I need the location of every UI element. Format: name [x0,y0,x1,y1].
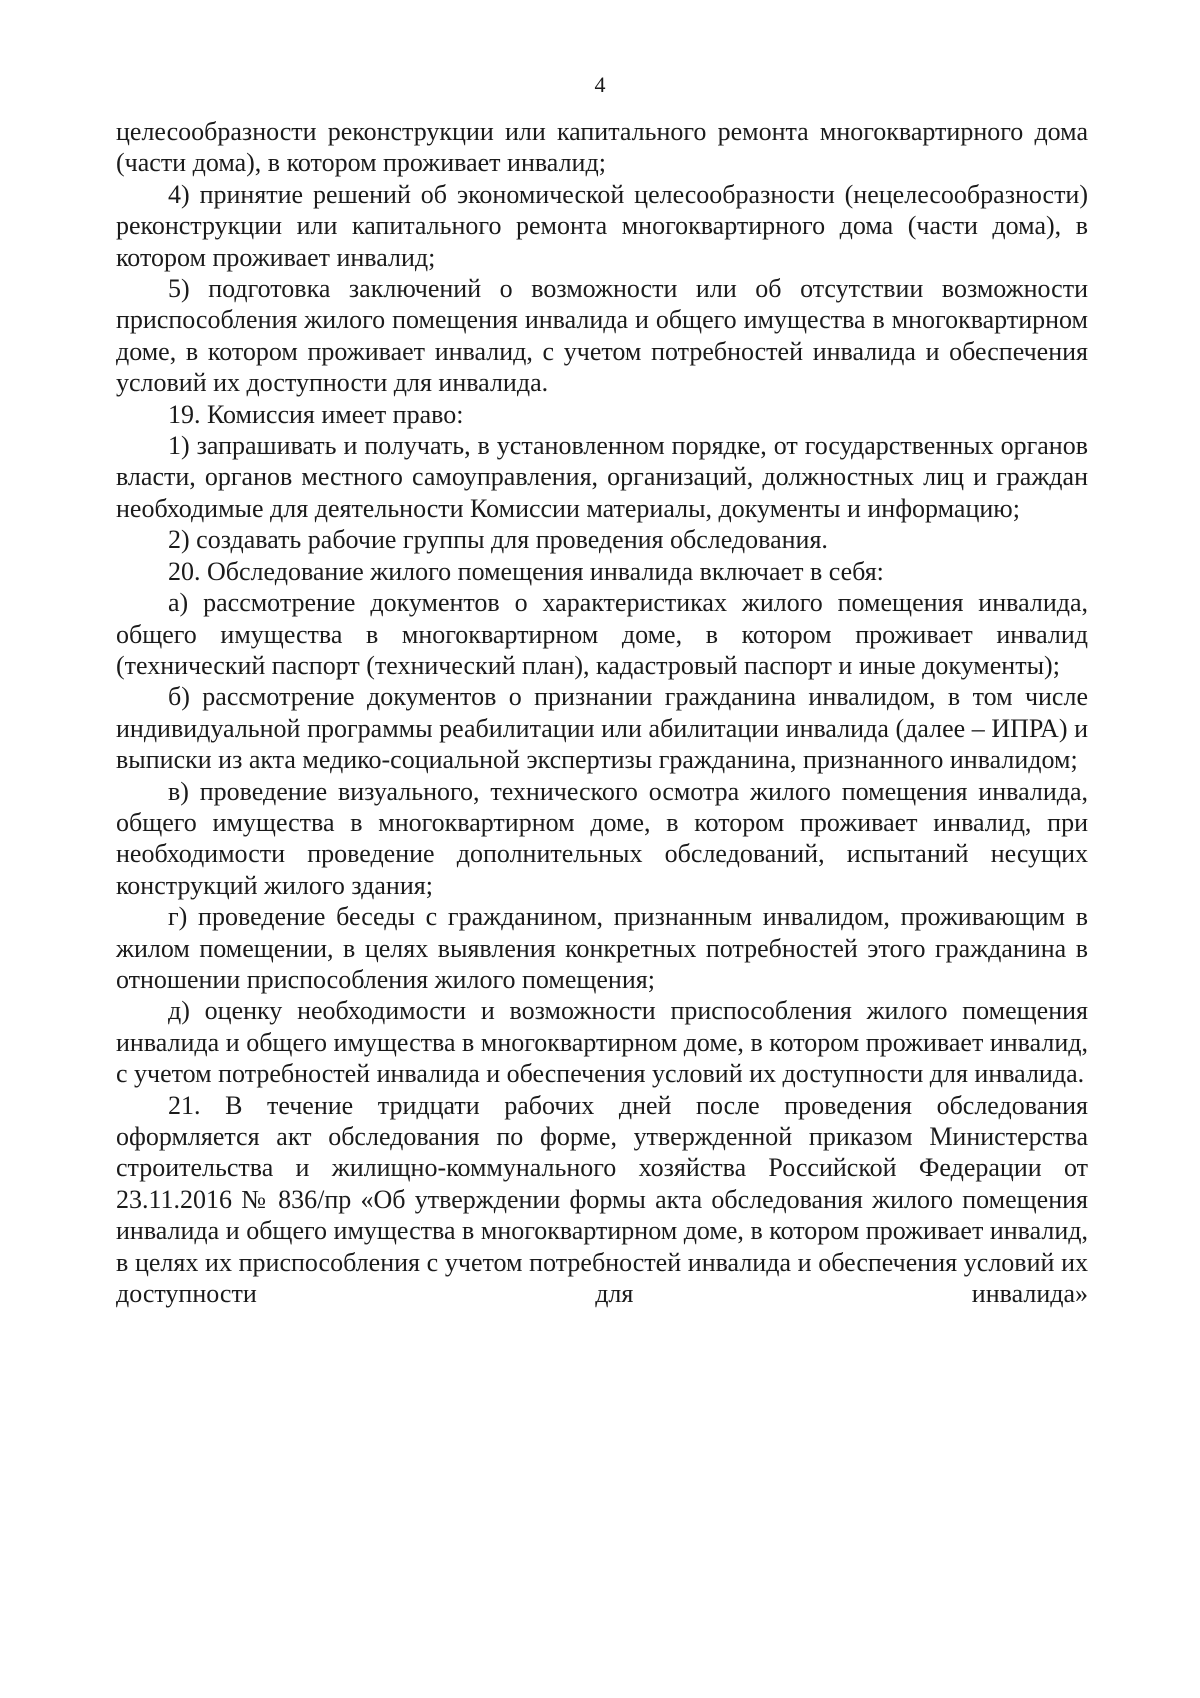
paragraph-section-21: 21. В течение тридцати рабочих дней после проведения обследования оформляется акт обследования по форме, утвержденной приказом Министерства строительства и жилищно-коммунального хозяйства Российской Федерации от 23.11.2016 № 836/пр «Об утверждении формы акта обследования жилого помещения инвалида и общего имущества в многоквартирном доме, в котором проживает инвалид, в целях их приспособления с учетом потребностей инвалида и обеспечения условий их доступности для инвалида» [116,1090,1088,1309]
paragraph-item-5: 5) подготовка заключений о возможности или об отсутствии возможности приспособления жилого помещения инвалида и общего имущества в многоквартирном доме, в котором проживает инвалид, с учетом потребностей инвалида и обеспечения условий их доступности для инвалида. [116,274,1088,398]
paragraph-section-19: 19. Комиссия имеет право: [168,399,464,429]
paragraph-20-item-d: д) оценку необходимости и возможности приспособления жилого помещения инвалида и общего имущества в многоквартирном доме, в котором проживает инвалид, с учетом потребностей инвалида и обеспечения условий их доступности для инвалида. [116,996,1088,1089]
paragraph-19-item-2: 2) создавать рабочие группы для проведения обследования. [168,525,828,555]
paragraph-20-item-a: а) рассмотрение документов о характеристиках жилого помещения инвалида, общего имущества в многоквартирном доме, в котором проживает инвалид (технический паспорт (технический план), кадастровый паспорт и иные документы); [116,588,1088,680]
paragraph-continuation: целесообразности реконструкции или капитального ремонта многоквартирного дома (части дома), в котором проживает инвалид; [116,117,1088,178]
paragraph-19-item-1: 1) запрашивать и получать, в установленном порядке, от государственных органов власти, органов местного самоуправления, организаций, должностных лиц и граждан необходимые для деятельности Комиссии материалы, документы и информацию; [116,431,1088,523]
paragraph-20-item-b: б) рассмотрение документов о признании гражданина инвалидом, в том числе индивидуальной программы реабилитации или абилитации инвалида (далее – ИПРА) и выписки из акта медико-социальной экспертизы гражданина, признанного инвалидом; [116,682,1088,775]
paragraph-20-item-v: в) проведение визуального, технического осмотра жилого помещения инвалида, общего имущества в многоквартирном доме, в котором проживает инвалид, при необходимости проведение дополнительных обследований, испытаний несущих конструкций жилого здания; [116,776,1088,900]
document-body [116,116,1088,1309]
paragraph-section-20: 20. Обследование жилого помещения инвалида включает в себя: [168,556,884,586]
paragraph-item-4: 4) принятие решений об экономической целесообразности (нецелесообразности) реконструкции или капитального ремонта многоквартирного дома (части дома), в котором проживает инвалид; [116,179,1088,272]
paragraph-20-item-g: г) проведение беседы с гражданином, признанным инвалидом, проживающим в жилом помещении, в целях выявления конкретных потребностей этого гражданина в отношении приспособления жилого помещения; [116,902,1088,994]
page-number: 4 [594,72,606,97]
